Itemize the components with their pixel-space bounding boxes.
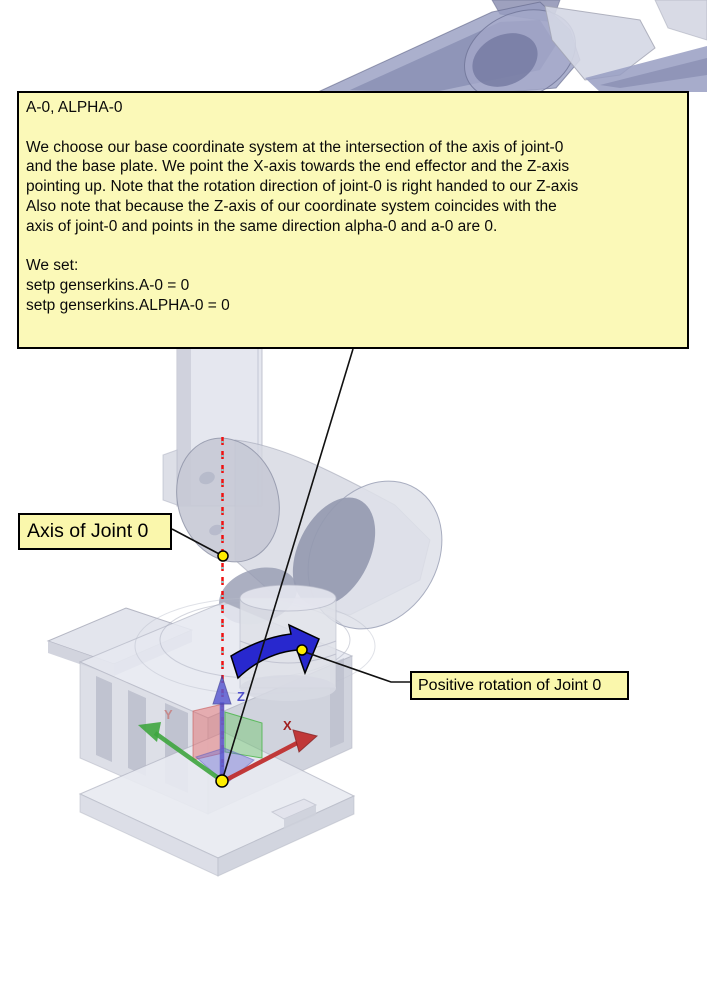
- note-title: A-0, ALPHA-0: [26, 99, 123, 116]
- note-spacer: [26, 237, 687, 257]
- positive-rotation-label: Positive rotation of Joint 0: [410, 671, 629, 700]
- z-axis-label: Z: [237, 689, 245, 704]
- pedestal-panel-1: [96, 676, 112, 762]
- y-axis-label: Y: [164, 707, 173, 722]
- rotary-bottom: [240, 675, 336, 701]
- note-body-line: axis of joint-0 and points in the same direction alpha-0 and a-0 are 0.: [26, 217, 498, 235]
- x-axis-label: X: [283, 718, 292, 733]
- upper-arm-corner-piece: [655, 0, 707, 40]
- note-body-line: Also note that because the Z-axis of our coordinate system coincides with the: [26, 197, 557, 215]
- rotary-top: [240, 585, 336, 611]
- note-box: [17, 91, 689, 349]
- note-command-line: setp genserkins.ALPHA-0 = 0: [26, 296, 230, 314]
- axis-marker-dot: [218, 551, 228, 561]
- note-set-heading: We set:: [26, 257, 79, 275]
- note-body-line: and the base plate. We point the X-axis towards the end effector and the Z-axis: [26, 158, 570, 176]
- pedestal-panel-2: [128, 690, 146, 776]
- note-command-line: setp genserkins.A-0 = 0: [26, 277, 190, 295]
- origin-marker-dot: [216, 775, 228, 787]
- axis-of-joint-0-label: Axis of Joint 0: [18, 513, 172, 550]
- note-body-line: pointing up. Note that the rotation direction of joint-0 is right handed to our Z-axis: [26, 178, 579, 196]
- note-spacer: [26, 118, 687, 138]
- note-body-line: We choose our base coordinate system at the intersection of the axis of joint-0: [26, 138, 564, 156]
- rotation-marker-dot: [297, 645, 307, 655]
- column-side-tab: [163, 450, 177, 505]
